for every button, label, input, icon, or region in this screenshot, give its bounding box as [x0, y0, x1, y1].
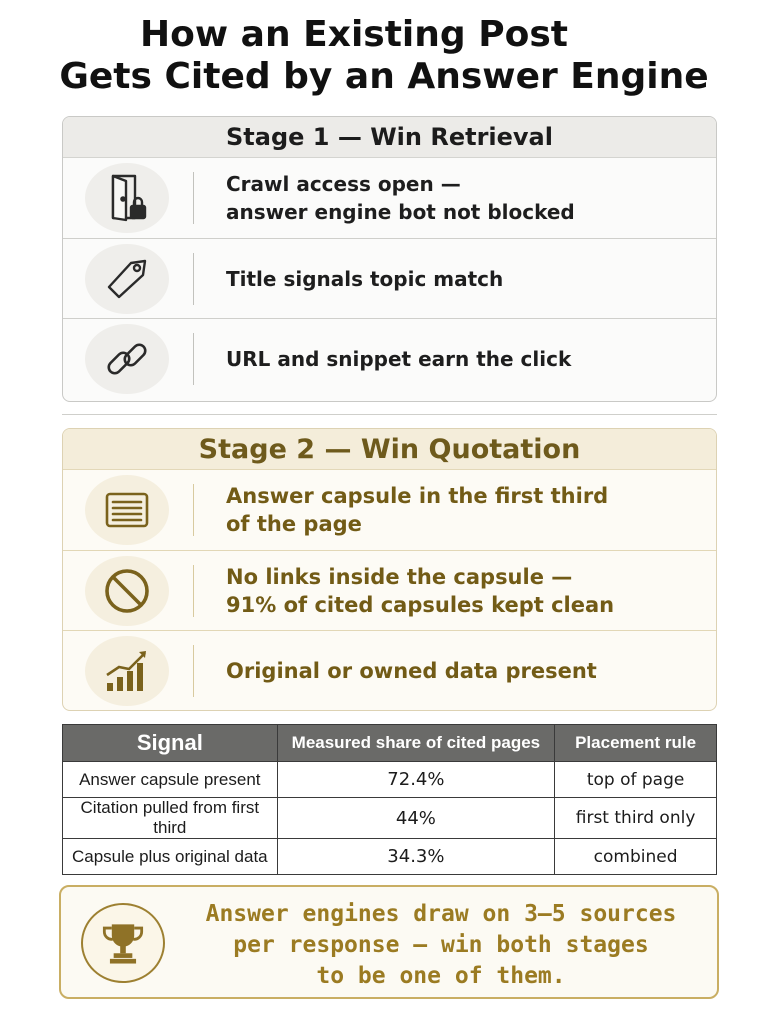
cell-share: 44% — [277, 798, 555, 839]
stage1-item-line: Title signals topic match — [226, 266, 504, 291]
callout-text — [191, 899, 691, 992]
page-title — [0, 14, 768, 98]
table-row — [63, 798, 717, 839]
stage1-item-line: URL and snippet earn the click — [226, 346, 572, 371]
stage1-item-url — [63, 318, 716, 398]
stage1-heading: Stage 1 — Win Retrieval — [63, 117, 716, 158]
table-header-row — [63, 725, 717, 762]
section-divider — [62, 414, 717, 415]
stage1-item-line: answer engine bot not blocked — [226, 200, 575, 224]
table-row — [63, 762, 717, 798]
door-lock-icon — [85, 163, 169, 233]
stage2-item-line: 91% of cited capsules kept clean — [226, 592, 615, 617]
stage2-item-line: Original or owned data present — [226, 658, 597, 683]
cell-signal: Answer capsule present — [63, 762, 278, 798]
stage2-heading: Stage 2 — Win Quotation — [63, 429, 716, 470]
stage1-item-crawl — [63, 158, 716, 238]
stage2-item-text — [226, 657, 597, 685]
summary-callout — [59, 885, 719, 999]
divider — [193, 565, 194, 617]
stage2-item-line: Answer capsule in the first third — [226, 484, 609, 508]
prohibited-icon — [85, 556, 169, 626]
cell-placement: combined — [555, 839, 717, 875]
divider — [193, 172, 194, 224]
divider — [193, 645, 194, 697]
column-header-signal: Signal — [63, 725, 278, 762]
callout-line: per response — win both stages — [233, 932, 649, 958]
divider — [193, 484, 194, 536]
cell-placement: top of page — [555, 762, 717, 798]
divider — [193, 333, 194, 385]
title-line-2: Gets Cited by an Answer Engine — [59, 56, 709, 97]
stage1-item-text — [226, 265, 503, 293]
cell-placement: first third only — [555, 798, 717, 839]
title-line-1: How an Existing Post — [140, 14, 568, 55]
divider — [193, 253, 194, 305]
document-lines-icon — [85, 475, 169, 545]
tag-icon — [85, 244, 169, 314]
trophy-icon — [81, 903, 165, 983]
cell-signal: Citation pulled from first third — [63, 798, 278, 839]
table-row — [63, 839, 717, 875]
signals-table — [62, 724, 717, 875]
stage2-item-line: No links inside the capsule — — [226, 564, 573, 589]
stage2-item-capsule — [63, 470, 716, 550]
stage2-item-text — [226, 563, 614, 619]
callout-line: to be one of them. — [316, 963, 566, 989]
bar-chart-arrow-icon — [85, 636, 169, 706]
column-header-placement: Placement rule — [555, 725, 717, 762]
stage2-item-text — [226, 482, 608, 538]
cell-share: 34.3% — [277, 839, 555, 875]
stage2-item-data — [63, 630, 716, 710]
callout-line: Answer engines draw on 3–5 sources — [205, 901, 677, 927]
cell-share: 72.4% — [277, 762, 555, 798]
stage1-item-text — [226, 345, 571, 373]
stage2-item-line: of the page — [226, 512, 362, 536]
stage1-item-text — [226, 170, 575, 226]
stage1-panel — [62, 116, 717, 402]
column-header-share: Measured share of cited pages — [277, 725, 555, 762]
cell-signal: Capsule plus original data — [63, 839, 278, 875]
stage1-item-line: Crawl access open — — [226, 172, 461, 196]
stage2-item-no-links — [63, 550, 716, 630]
stage2-panel — [62, 428, 717, 711]
link-icon — [85, 324, 169, 394]
stage1-item-title — [63, 238, 716, 318]
